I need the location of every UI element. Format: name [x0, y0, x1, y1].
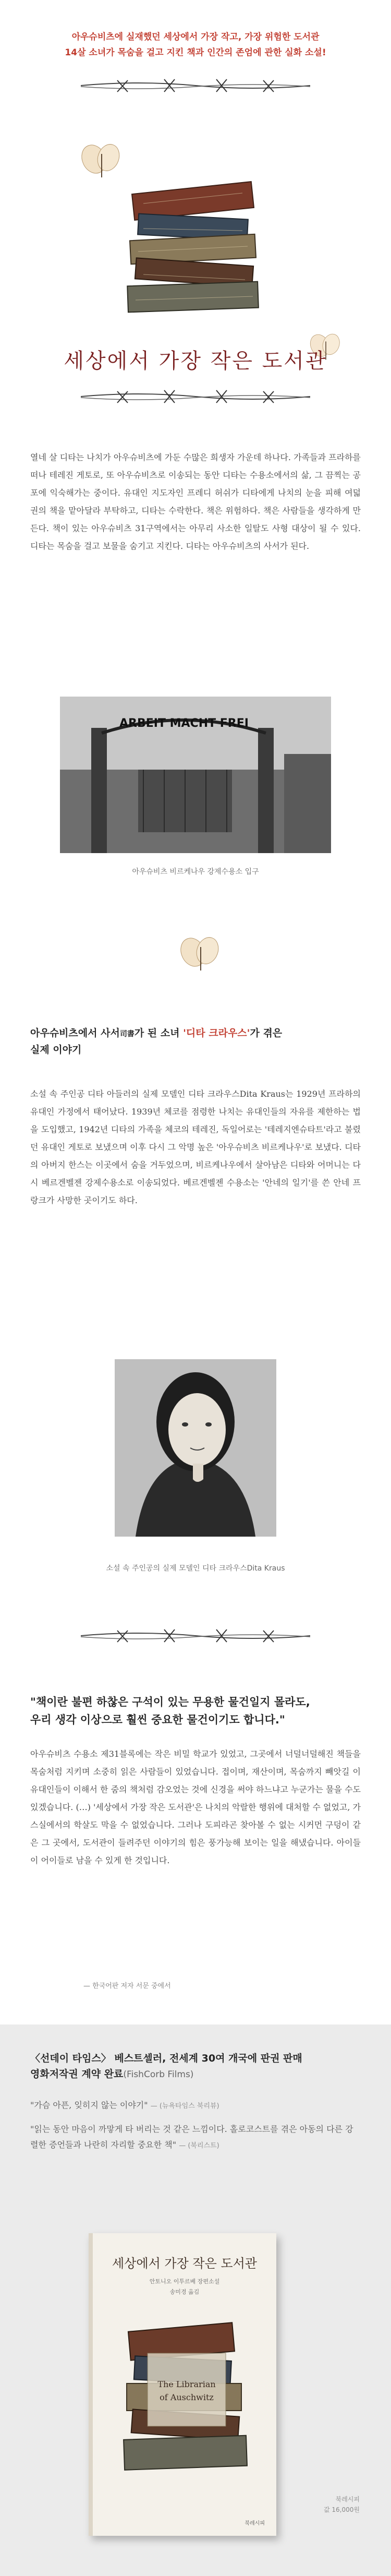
header	[0, 0, 391, 61]
dita-kraus-portrait	[115, 1359, 276, 1537]
book-price: 값 16,000원	[324, 2506, 360, 2513]
quote-paragraph: 아우슈비츠 수용소 제31블록에는 작은 비밀 학교가 있었고, 그곳에서 너덜너덜해진 책들을 목숨처럼 지키며 소중히 읽은 사람들이 있었습니다. 접이며, 재산이며, 목숨까지 빼앗길 이 유대인들이 이해서 한 줌의 책처럼 감오었는 것에 신경을 써야 하느냐고 누군가는 물을 수도 있겠습니다. (…) '세상에서 가장 작은 도서관'은 나치의 악랄한 행위에 대처할 수 없었고, 가스실에서의 학살도 막을 수 없었습니다. 그러나 도피라곤 찾아볼 수 없는 시커먼 구덩이 같은 그 곳에서, 도서관이 들려주던 이야기의 힘은 풍가능해 보이는 일을 해냈습니다. 아이들이 어이들로 남을 수 있게 한 것입니다.	[30, 1749, 361, 1865]
story-paragraph: 소설 속 주인공 디타 아들러의 실제 모델인 디타 크라우스Dita Kraus는 1929년 프라하의 유대인 가정에서 태어났다. 1939년 체코를 점령한 나치는 유대인들의 자유를 제한하는 법을 도입했고, 1942년 디타의 가족을 체코의 테레진, 독일어로는 '테레지엔슈타트'라고 불렸던 유대인 게토로 보냈으며 이후 다시 그 악명 높은 '아우슈비츠 비르케나우'로 보냈다. 디타의 아버지 한스는 이곳에서 숨을 거두었으며, 비르케나우에서 살아남은 디타와 어머니는 다시 베르겐벨젠 강제수용소로 이송되었다. 베르겐벨젠 수용소는 '안네의 일기'를 쓴 안네 프랑크가 사망한 곳이기도 하다.	[30, 1089, 361, 1205]
story-heading-highlight: '디타 크라우스'	[183, 1027, 250, 1039]
story-heading-suffix: 가 겪은	[250, 1027, 283, 1039]
review-source: — (뉴욕타임스 북리뷰)	[150, 2102, 219, 2110]
gate-sign-text: ARBEIT MACHT FREI	[119, 717, 249, 730]
publisher-name: 북레시피	[335, 2496, 360, 2503]
cover-english-title: The Librarian	[157, 2379, 216, 2389]
barbed-wire-divider	[81, 386, 310, 407]
cover-title: 세상에서 가장 작은 도서관	[112, 2256, 257, 2271]
auschwitz-gate-photo	[60, 697, 331, 853]
butterfly-icon	[177, 934, 224, 981]
intro-paragraph: 열네 살 디타는 나치가 아우슈비츠에 가둔 수많은 희생자 가운데 하나다. 가족들과 프라하를 떠나 테레진 게토로, 또 아우슈비츠로 이송되는 동안 디타는 수용소에서의 삶, 그 끔찍는 공포에 익숙해가는 중이다. 유대인 지도자인 프레디 허쉬가 디타에게 나치의 눈을 피해 여덟 권의 책을 맡아달라 부탁하고, 디타는 수락한다. 책은 위험하다. 책은 사람들을 생각하게 만든다. 책이 있는 아우슈비츠 31구역에서는 아무리 사소한 일탈도 사형 대상이 될 수 있다. 디타는 목숨을 걸고 보물을 숨기고 지킨다. 디타는 아우슈비츠의 사서가 된다.	[30, 452, 361, 551]
bestseller-line-2: 영화저작권 계약 완료	[30, 2068, 124, 2080]
story-heading	[0, 1025, 391, 1058]
butterfly-icon	[78, 141, 125, 188]
quote-line-1: "책이란 불편 하찮은 구석이 있는 무용한 물건일지 몰라도,	[30, 1696, 310, 1708]
review-list	[0, 2098, 391, 2154]
header-line-1: 아우슈비츠에 실재했던 세상에서 가장 작고, 가장 위험한 도서관	[71, 32, 320, 42]
review-source: — (북리스트)	[179, 2142, 219, 2150]
bestseller-line-1: 〈선데이 타임스〉 베스트셀러, 전세계 30여 개국에 판권 판매	[30, 2053, 302, 2064]
review-text: "읽는 동안 마음이 까맣게 타 버리는 것 같은 느낌이다. 홀로코스트를 겪은 아동의 다른 강렬한 증언들과 나란히 자리할 중요한 책"	[30, 2124, 353, 2150]
header-line-2: 14살 소녀가 목숨을 걸고 지킨 책과 인간의 존엄에 관한 실화 소설!	[65, 47, 326, 58]
quote-line-2: 우리 생각 이상으로 훨씬 중요한 물건이기도 합니다."	[30, 1714, 285, 1726]
review-item	[30, 2122, 361, 2154]
barbed-wire-divider	[81, 75, 310, 96]
cover-publisher: 북레시피	[245, 2521, 265, 2526]
publisher-info	[324, 2494, 360, 2515]
cover-translator: 송미경 옮김	[169, 2289, 200, 2295]
photo2-caption: 소설 속 주인공의 실제 모델인 디타 크라우스Dita Kraus	[106, 1564, 285, 1573]
bestseller-heading	[0, 2051, 391, 2082]
review-text: "가슴 아픈, 잊히지 않는 이야기"	[30, 2100, 148, 2110]
cover-english-title: of Auschwitz	[160, 2392, 214, 2402]
book-stack-illustration	[123, 172, 268, 324]
book-cover	[89, 2233, 276, 2536]
photo1-caption: 아우슈비츠 비르케나우 강제수용소 입구	[132, 868, 259, 876]
cover-subtitle: 안토니오 이투르베 장편소설	[149, 2278, 220, 2285]
bestseller-section	[0, 2024, 391, 2576]
bestseller-line-2-light: (FishCorb Films)	[123, 2069, 194, 2080]
quote-heading	[0, 1693, 391, 1729]
story-heading-line2: 실제 이야기	[30, 1044, 82, 1056]
book-title-heading: 세상에서 가장 작은 도서관	[64, 349, 327, 373]
story-heading-hanja: 司書	[119, 1030, 135, 1038]
story-heading-prefix: 아우슈비츠에서 사서	[30, 1027, 120, 1039]
barbed-wire-divider	[81, 1625, 310, 1646]
story-heading-mid: 가 된 소녀	[134, 1027, 180, 1039]
quote-signoff: — 한국어판 저자 서문 중에서	[83, 1982, 171, 1990]
review-item	[30, 2098, 361, 2114]
cover-book-stack	[119, 2317, 254, 2489]
